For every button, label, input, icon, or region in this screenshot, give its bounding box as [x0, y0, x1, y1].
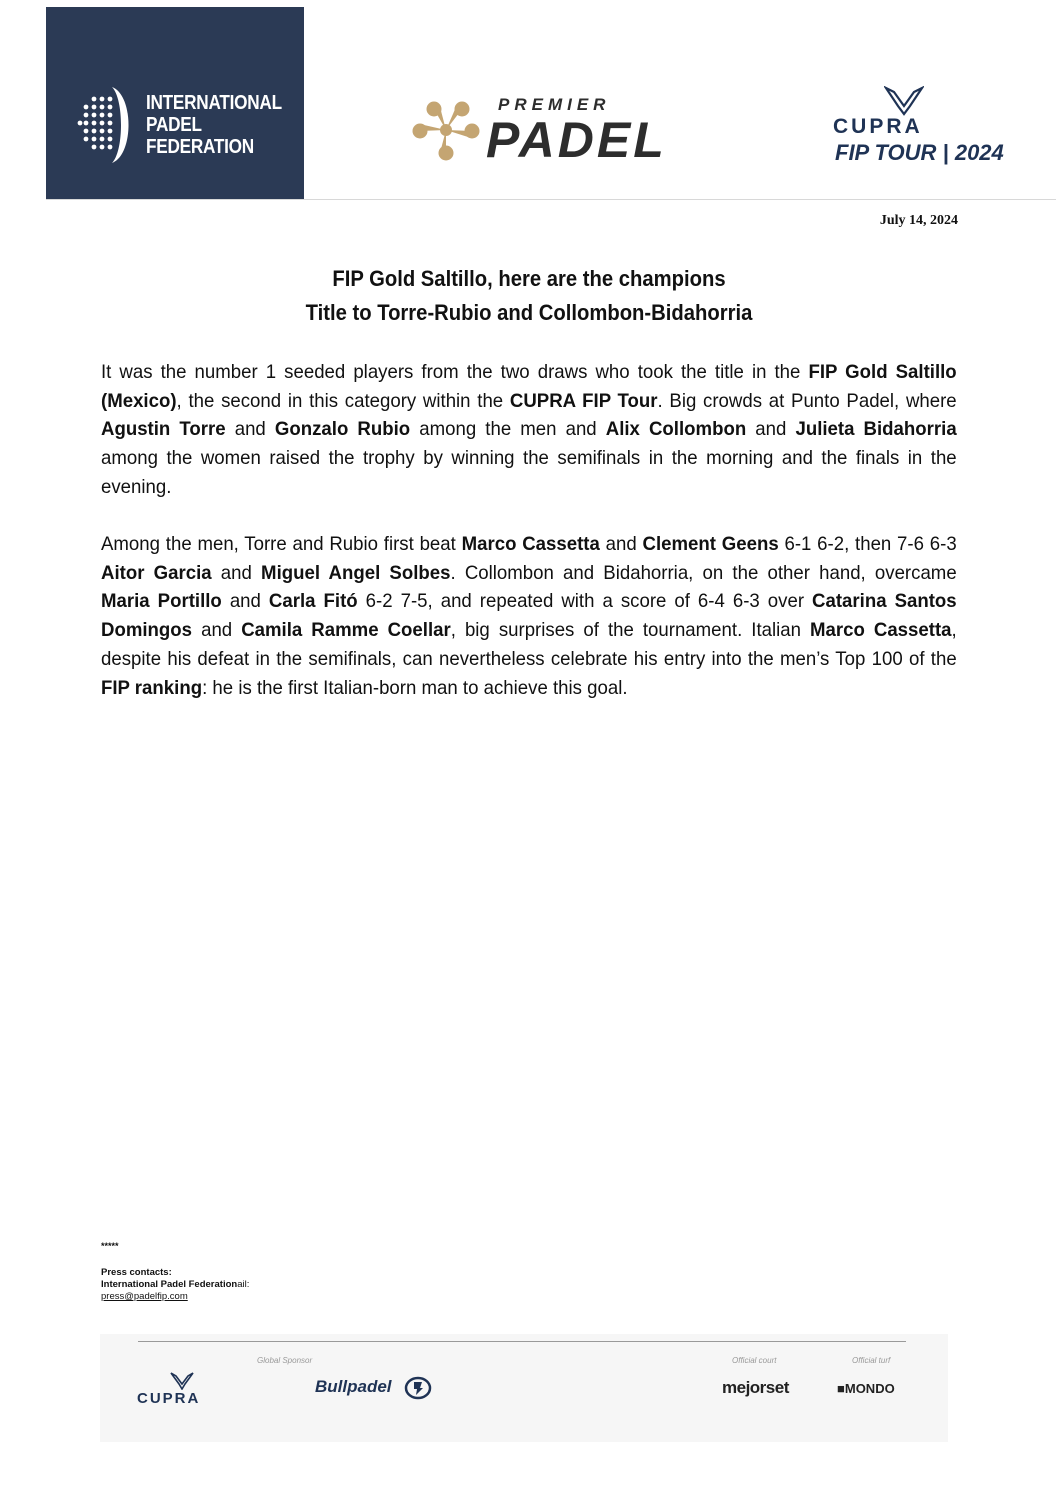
text-run: and [599, 533, 643, 555]
header-divider [46, 199, 1056, 200]
text-run: and [221, 590, 269, 613]
bold-run: CUPRA FIP Tour [509, 389, 658, 412]
global-sponsor-label: Global Sponsor [257, 1356, 313, 1365]
ipf-word: PADEL [146, 114, 202, 136]
bold-run: Carla Fitó [268, 590, 358, 613]
bold-run: FIP Gold Saltillo (Mexico) [101, 361, 957, 412]
text-run: . Collombon and Bidahorria, on the other hand, overcame [450, 561, 957, 584]
press-email-link[interactable]: press@padelfip.com [101, 1291, 188, 1302]
bold-run: Gonzalo Rubio [274, 418, 411, 441]
sponsor-divider [138, 1341, 906, 1342]
bold-run: Alix Collombon [605, 418, 747, 441]
org-name: International Padel Federation [101, 1279, 238, 1290]
bold-run: Marco Cassetta [809, 619, 952, 642]
text-run: 6-1 6-2, then 7-6 6-3 [778, 533, 957, 555]
bold-run: Aitor Garcia [101, 561, 212, 584]
text-run: : he is the first Italian-born man to achieve this goal. [202, 676, 628, 699]
text-run: , big surprises of the tournament. Italian [450, 619, 810, 642]
mejorset-sponsor-logo: mejorset [722, 1378, 789, 1397]
cupra-logo-icon [884, 86, 924, 116]
premier-padel-flower-icon [412, 97, 480, 163]
ipf-word: FEDERATION [146, 136, 254, 158]
body-paragraph-1 [101, 358, 957, 502]
bold-run: FIP ranking [101, 676, 203, 699]
text-run: 6-2 7-5, and repeated with a score of 6-4 6-3 over [357, 590, 813, 613]
bullpadel-badge-icon [404, 1376, 432, 1400]
bold-run: Agustin Torre [101, 418, 226, 441]
bold-run: Marco Cassetta [461, 533, 600, 555]
org-tail: ail: [237, 1279, 250, 1290]
text-run: among the women raised the trophy by winning the semifinals in the morning and the finals in the evening. [101, 447, 957, 498]
bold-run: Miguel Angel Solbes [261, 561, 451, 584]
text-run: among the men and [410, 418, 606, 441]
fip-tour-2024-wordmark: FIP TOUR | 2024 [835, 140, 1004, 165]
mondo-sponsor-logo: ■MONDO [837, 1381, 895, 1396]
body-paragraph-2 [101, 530, 957, 702]
premier-wordmark: PREMIER [498, 95, 611, 114]
headline-line-1: FIP Gold Saltillo, here are the champions [332, 266, 726, 291]
release-date: July 14, 2024 [879, 213, 958, 228]
ipf-wordmark [146, 92, 282, 158]
bold-run: Catarina Santos Domingos [101, 590, 957, 642]
text-run: and [225, 418, 275, 441]
press-contacts-label: Press contacts: [101, 1267, 172, 1278]
text-run: It was the number 1 seeded players from the two draws who took the title in the [101, 361, 809, 383]
bold-run: Julieta Bidahorria [795, 418, 957, 441]
cupra-sponsor-icon [170, 1372, 194, 1390]
text-run: and [746, 418, 796, 441]
press-contacts [101, 1267, 249, 1303]
cupra-wordmark: CUPRA [833, 115, 923, 138]
text-run: , the second in this category within the [176, 389, 510, 412]
text-run: , despite his defeat in the semifinals, can nevertheless celebrate his entry into the men’s Top 100 of the [101, 619, 957, 670]
bold-run: Camila Ramme Coellar [241, 619, 451, 642]
bold-run: Maria Portillo [101, 590, 222, 613]
sponsor-band [100, 1334, 948, 1442]
padel-ball-icon [76, 85, 132, 165]
ipf-word: INTERNATIONAL [146, 92, 282, 114]
mondo-word: MONDO [844, 1381, 895, 1396]
separator-stars: ***** [101, 1241, 119, 1251]
cupra-sponsor-logo: CUPRA [137, 1390, 201, 1407]
padel-wordmark: PADEL [486, 112, 667, 168]
press-contacts-org [101, 1279, 249, 1291]
official-court-label: Official court [732, 1356, 777, 1365]
text-run: and [192, 619, 242, 642]
bullpadel-sponsor-logo: Bullpadel [315, 1377, 392, 1396]
text-run: . Big crowds at Punto Padel, where [657, 389, 957, 412]
text-run: Among the men, Torre and Rubio first beat [101, 533, 462, 555]
headline-line-2: Title to Torre-Rubio and Collombon-Bidahorria [305, 300, 753, 325]
official-turf-label: Official turf [852, 1356, 891, 1365]
bold-run: Clement Geens [642, 533, 779, 555]
text-run: and [211, 561, 262, 584]
